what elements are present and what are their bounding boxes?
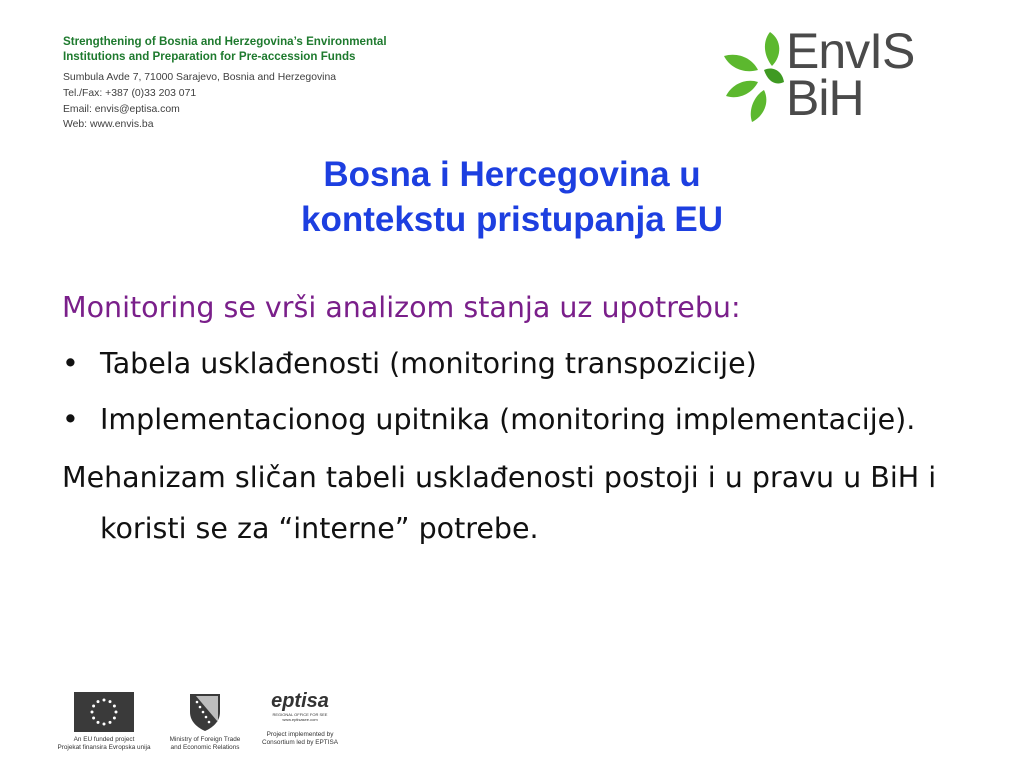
eu-funding-logo bbox=[52, 686, 156, 752]
project-header bbox=[63, 34, 623, 133]
eptisa-logo bbox=[250, 686, 350, 747]
slide-title-line-2: kontekstu pristupanja EU bbox=[300, 200, 724, 239]
slide-title-line-1: Bosna i Hercegovina u bbox=[323, 155, 701, 194]
project-title-line-2: Institutions and Preparation for Pre-accession Funds bbox=[63, 50, 356, 63]
eptisa-region-text: REGIONAL OFFICE FOR SEE bbox=[272, 712, 328, 717]
eptisa-caption-2: Consortium led by EPTISA bbox=[261, 739, 338, 746]
logo-text-bih: BiH bbox=[786, 70, 864, 126]
eptisa-caption-1: Project implemented by bbox=[266, 731, 334, 738]
contact-info bbox=[63, 70, 623, 133]
ministry-logo bbox=[160, 686, 250, 752]
contact-web: Web: www.envis.ba bbox=[63, 119, 154, 131]
eu-flag-icon bbox=[74, 692, 134, 732]
slide-body bbox=[62, 282, 972, 554]
bullet-item: • Implementacionog upitnika (monitoring implementacije). bbox=[62, 394, 972, 445]
eu-caption-1: An EU funded project bbox=[73, 736, 135, 743]
ministry-caption-2: and Economic Relations bbox=[170, 744, 240, 751]
ministry-caption-1: Ministry of Foreign Trade bbox=[169, 736, 241, 743]
eu-caption-2: Projekat finansira Evropska unija bbox=[57, 744, 151, 751]
logo-text-envis: EnvIS bbox=[786, 23, 915, 79]
contact-phone: Tel./Fax: +387 (0)33 203 071 bbox=[63, 87, 197, 99]
footer-logos bbox=[52, 686, 352, 756]
bullet-item: • Tabela usklađenosti (monitoring transpozicije) bbox=[62, 338, 972, 389]
eptisa-website-text: www.eptisasee.com bbox=[282, 717, 318, 722]
bih-coat-of-arms-icon bbox=[188, 692, 222, 732]
closing-paragraph: Mehanizam sličan tabeli usklađenosti postoji i u pravu u BiH i koristi se za “interne” potrebe. bbox=[62, 461, 937, 545]
eptisa-logo-text: eptisa bbox=[271, 690, 329, 712]
contact-email: Email: envis@eptisa.com bbox=[63, 103, 180, 115]
slide-title bbox=[0, 152, 1024, 242]
leaf-cluster-icon bbox=[722, 26, 790, 126]
intro-text: Monitoring se vrši analizom stanja uz upotrebu: bbox=[62, 291, 741, 324]
project-title-line-1: Strengthening of Bosnia and Herzegovina’s Environmental bbox=[63, 35, 387, 48]
contact-address: Sumbula Avde 7, 71000 Sarajevo, Bosnia and Herzegovina bbox=[63, 72, 337, 83]
envis-bih-logo bbox=[722, 23, 962, 126]
